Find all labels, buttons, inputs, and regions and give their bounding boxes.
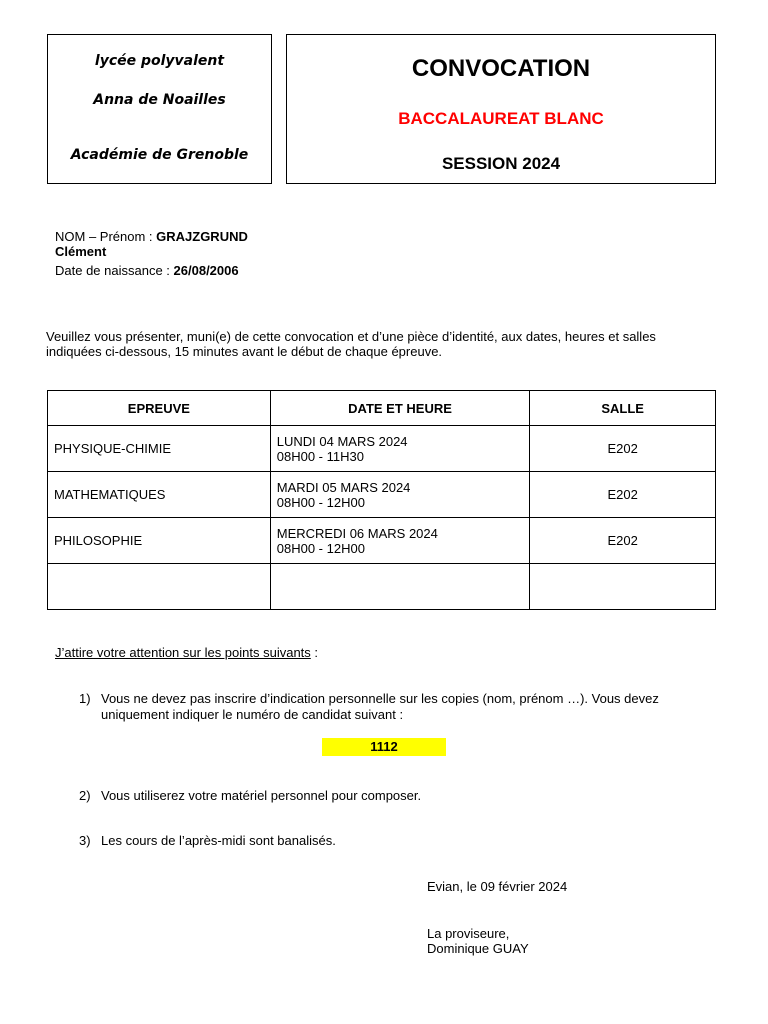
- exam-date: MERCREDI 06 MARS 2024: [276, 525, 438, 541]
- exam-subtitle: BACCALAUREAT BLANC: [398, 109, 604, 128]
- candidate-info: [55, 229, 248, 278]
- list-item: [101, 691, 721, 723]
- session-label: SESSION 2024: [441, 154, 561, 173]
- table-row-empty: [48, 564, 716, 610]
- table-row: [48, 472, 716, 518]
- birth-date-value: 26/08/2006: [173, 263, 239, 278]
- room-cell: [530, 564, 716, 610]
- table-header-row: [48, 391, 716, 426]
- exam-cell: [48, 564, 271, 610]
- birth-date-label: Date de naissance :: [55, 263, 174, 278]
- document-title: CONVOCATION: [411, 55, 591, 82]
- list-item-line-2: uniquement indiquer le numéro de candidat suivant :: [101, 707, 404, 722]
- list-number: 3): [79, 833, 91, 848]
- signatory-role: La proviseure,: [427, 926, 510, 941]
- exam-cell: PHILOSOPHIE: [48, 518, 271, 564]
- exam-date: LUNDI 04 MARS 2024: [276, 433, 408, 449]
- attention-heading-suffix: :: [310, 645, 319, 660]
- date-time-cell: [270, 564, 530, 610]
- birth-date-line: [55, 263, 248, 278]
- exam-time: 08H00 - 12H00: [276, 540, 365, 556]
- place-date: Evian, le 09 février 2024: [427, 879, 568, 894]
- exam-cell: PHYSIQUE-CHIMIE: [48, 426, 271, 472]
- date-time-cell: [270, 472, 530, 518]
- school-box: [47, 34, 272, 184]
- date-time-cell: [270, 426, 530, 472]
- attention-heading: [55, 645, 318, 660]
- name-label: NOM – Prénom :: [55, 229, 157, 244]
- school-name: Anna de Noailles: [93, 92, 226, 108]
- candidate-name-line: [55, 229, 248, 244]
- school-type: lycée polyvalent: [94, 53, 225, 69]
- attention-heading-text: J’attire votre attention sur les points suivants: [55, 645, 311, 660]
- academy-name: Académie de Grenoble: [70, 147, 249, 163]
- title-box: [286, 34, 716, 184]
- intro-paragraph: [46, 329, 656, 359]
- room-cell: E202: [530, 426, 716, 472]
- exam-cell: MATHEMATIQUES: [48, 472, 271, 518]
- header-exam: EPREUVE: [48, 391, 271, 426]
- room-cell: E202: [530, 518, 716, 564]
- exams-table: [47, 390, 716, 610]
- table-row: [48, 518, 716, 564]
- intro-line-2: indiquées ci-dessous, 15 minutes avant le début de chaque épreuve.: [46, 344, 443, 359]
- room-cell: E202: [530, 472, 716, 518]
- candidate-first-name: Clément: [55, 244, 107, 259]
- date-time-cell: [270, 518, 530, 564]
- header-date-time: DATE ET HEURE: [270, 391, 530, 426]
- candidate-last-name: GRAJZGRUND: [156, 229, 248, 244]
- header-room: SALLE: [530, 391, 716, 426]
- list-item-line-1: Vous ne devez pas inscrire d’indication personnelle sur les copies (nom, prénom …). Vous devez: [101, 691, 659, 706]
- exam-date: MARDI 05 MARS 2024: [276, 479, 411, 495]
- list-item: Vous utiliserez votre matériel personnel pour composer.: [101, 788, 422, 803]
- candidate-number: 1112: [322, 738, 446, 756]
- intro-line-1: Veuillez vous présenter, muni(e) de cette convocation et d’une pièce d’identité, aux dates, heures et salles: [46, 329, 656, 344]
- list-item: Les cours de l’après-midi sont banalisés.: [101, 833, 336, 848]
- signatory-name: Dominique GUAY: [427, 941, 529, 956]
- exam-time: 08H00 - 12H00: [276, 494, 365, 510]
- list-number: 2): [79, 788, 91, 803]
- list-number: 1): [79, 691, 91, 706]
- exam-time: 08H00 - 11H30: [276, 448, 364, 464]
- signature-block: [427, 926, 529, 956]
- table-row: [48, 426, 716, 472]
